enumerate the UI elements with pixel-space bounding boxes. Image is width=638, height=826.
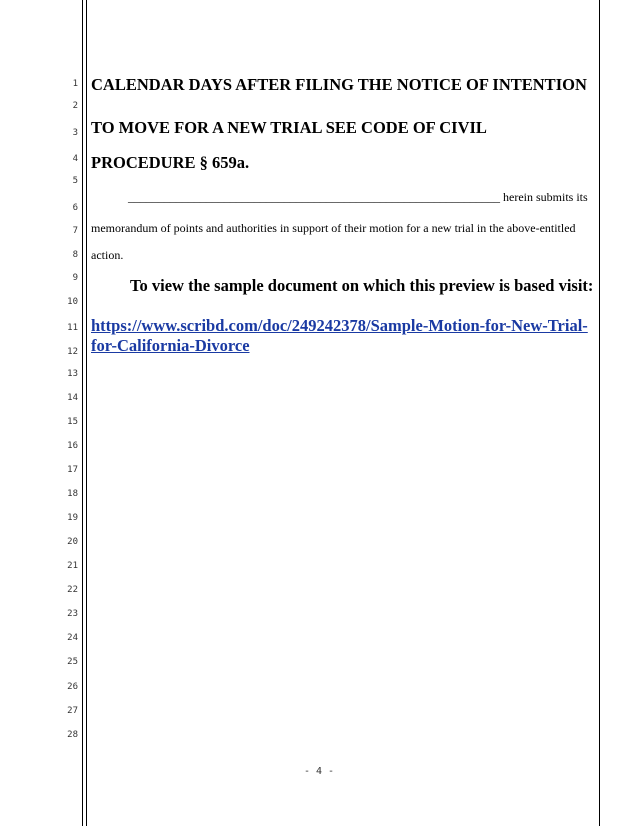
line-number: 3 bbox=[72, 128, 78, 138]
line-number: 23 bbox=[67, 609, 78, 619]
line-number: 22 bbox=[67, 585, 78, 595]
line-number: 13 bbox=[67, 369, 78, 379]
page-number: - 4 - bbox=[303, 766, 335, 777]
body-line-1 bbox=[128, 190, 588, 205]
line-number: 17 bbox=[67, 465, 78, 475]
body-line-3: action. bbox=[91, 248, 124, 262]
left-margin-line-1 bbox=[82, 0, 83, 826]
line-number: 21 bbox=[67, 561, 78, 571]
heading-line-3: PROCEDURE § 659a. bbox=[91, 153, 250, 172]
document-link-line-2[interactable]: for-California-Divorce bbox=[91, 336, 250, 355]
heading-line-1: CALENDAR DAYS AFTER FILING THE NOTICE OF INTENTION bbox=[91, 75, 587, 94]
line-number: 19 bbox=[67, 513, 78, 523]
line-number: 18 bbox=[67, 489, 78, 499]
line-number: 20 bbox=[67, 537, 78, 547]
heading-line-2: TO MOVE FOR A NEW TRIAL SEE CODE OF CIVIL bbox=[91, 118, 487, 137]
line-number: 15 bbox=[67, 417, 78, 427]
blank-line: ______________________________________________________________ bbox=[128, 190, 500, 204]
line-number: 27 bbox=[67, 706, 78, 716]
left-margin-line-2 bbox=[86, 0, 87, 826]
line-number: 12 bbox=[67, 347, 78, 357]
line-number: 1 bbox=[72, 79, 78, 89]
body-line-2: memorandum of points and authorities in support of their motion for a new trial in the above-entitled bbox=[91, 221, 576, 235]
line-number: 28 bbox=[67, 730, 78, 740]
line-number: 6 bbox=[72, 203, 78, 213]
line-number: 8 bbox=[72, 250, 78, 260]
line-number: 11 bbox=[67, 323, 78, 333]
line-number: 5 bbox=[72, 176, 78, 186]
line-number: 10 bbox=[67, 297, 78, 307]
line-number: 24 bbox=[67, 633, 78, 643]
line-number: 25 bbox=[67, 657, 78, 667]
document-link-line-1[interactable]: https://www.scribd.com/doc/249242378/Sample-Motion-for-New-Trial- bbox=[91, 316, 588, 335]
line-number: 9 bbox=[72, 273, 78, 283]
line-number: 7 bbox=[72, 226, 78, 236]
line-number: 26 bbox=[67, 682, 78, 692]
line-number: 16 bbox=[67, 441, 78, 451]
line-number: 14 bbox=[67, 393, 78, 403]
right-margin-line bbox=[599, 0, 600, 826]
line-number: 2 bbox=[72, 101, 78, 111]
line-number: 4 bbox=[72, 154, 78, 164]
preview-notice: To view the sample document on which this preview is based visit: bbox=[130, 276, 594, 295]
body-line-1-tail: herein submits its bbox=[503, 190, 588, 204]
